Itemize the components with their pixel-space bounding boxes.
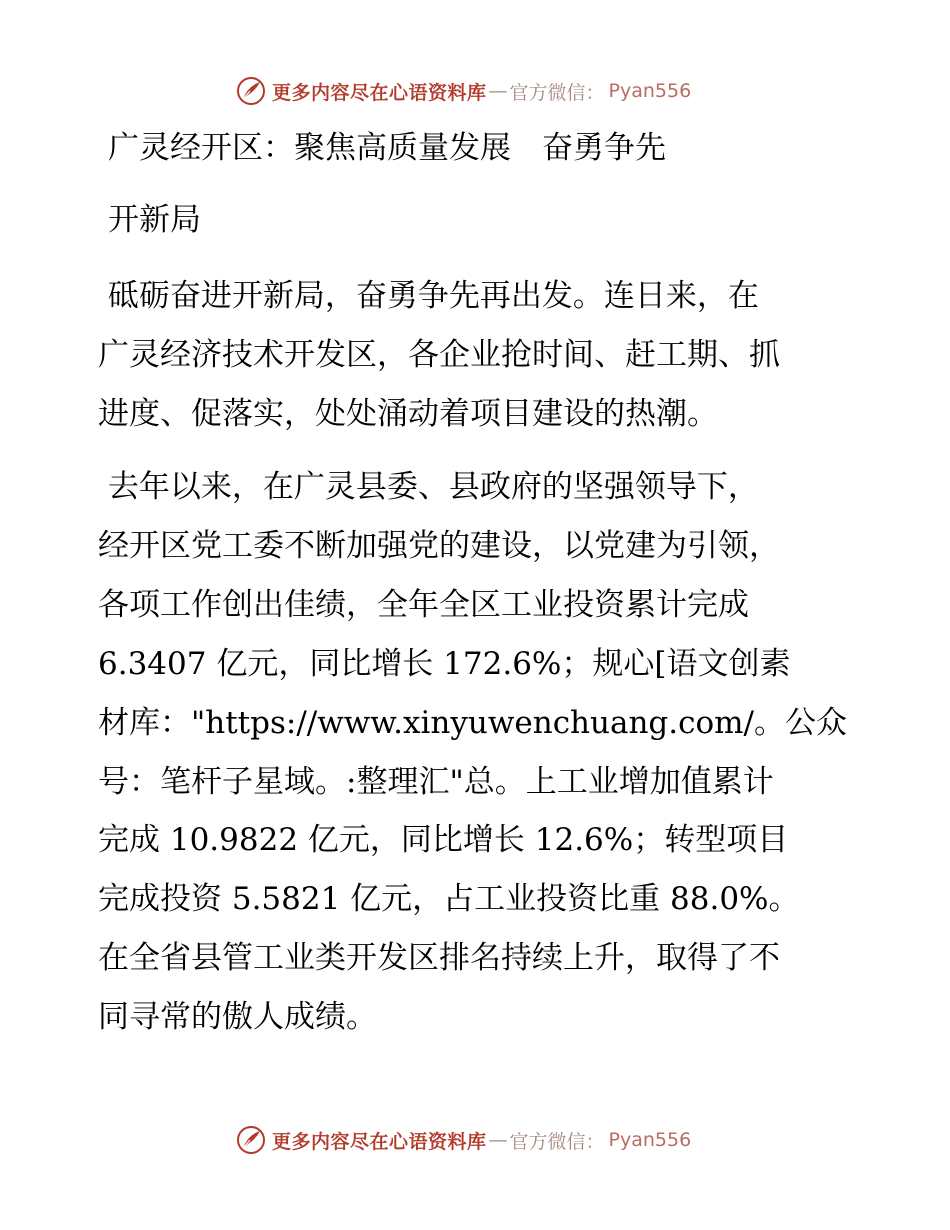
paragraph-line: 各项工作创出佳绩，全年全区工业投资累计完成	[98, 587, 749, 623]
paragraph-line: 同寻常的傲人成绩。	[98, 999, 377, 1035]
watermark-brand: 更多内容尽在心语资料库	[272, 81, 487, 104]
feather-pen-logo-icon	[236, 76, 266, 106]
paragraph-line: 砥砺奋进开新局，奋勇争先再出发。连日来，在	[98, 278, 759, 314]
watermark-dash: —	[488, 80, 508, 102]
watermark-label: 官方微信：	[509, 1130, 605, 1153]
paragraph-line: 在全省县管工业类开发区排名持续上升，取得了不	[98, 940, 780, 976]
footer-watermark	[236, 1124, 691, 1156]
paragraph-line: 材库："https://www.xinyuwenchuang.com/。公众	[98, 705, 847, 741]
paragraph-line: 号：笔杆子星域。:整理汇"总。上工业增加值累计	[98, 764, 774, 800]
document-title-line-2: 开新局	[108, 202, 201, 238]
watermark-label: 官方微信：	[509, 81, 605, 104]
feather-pen-logo-icon	[236, 1125, 266, 1155]
paragraph-line: 完成 10.9822 亿元，同比增长 12.6%；转型项目	[98, 822, 789, 858]
watermark-dash: —	[488, 1129, 508, 1151]
paragraph-line: 去年以来，在广灵县委、县政府的坚强领导下，	[98, 469, 759, 505]
watermark-brand: 更多内容尽在心语资料库	[272, 1130, 487, 1153]
paragraph-line: 完成投资 5.5821 亿元，占工业投资比重 88.0%。	[98, 881, 800, 917]
header-watermark	[236, 75, 691, 107]
paragraph-line: 进度、促落实，处处涌动着项目建设的热潮。	[98, 396, 718, 432]
watermark-wechat-id: Pyan556	[608, 1129, 692, 1151]
paragraph-line: 广灵经济技术开发区，各企业抢时间、赶工期、抓	[98, 337, 780, 373]
paragraph-line: 经开区党工委不断加强党的建设，以党建为引领，	[98, 528, 780, 564]
document-title-line-1: 广灵经开区：聚焦高质量发展 奋勇争先	[108, 130, 666, 166]
paragraph-line: 6.3407 亿元，同比增长 172.6%；规心[语文创素	[98, 646, 791, 682]
watermark-wechat-id: Pyan556	[608, 80, 692, 102]
